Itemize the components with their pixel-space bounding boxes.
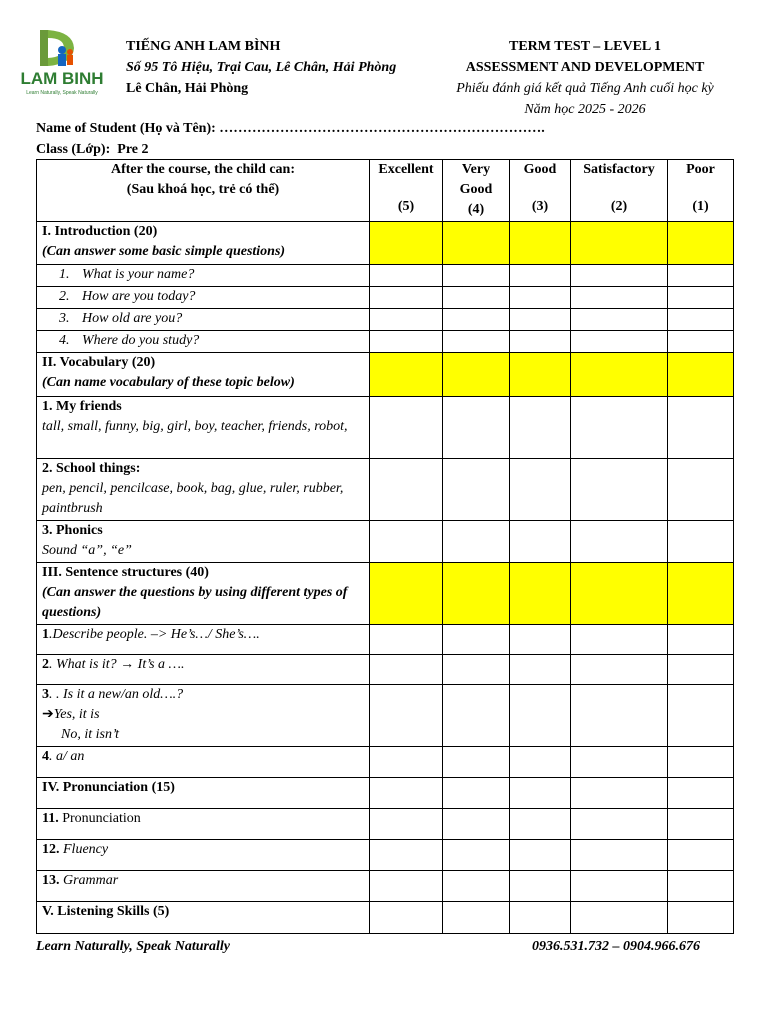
score-cell[interactable] [443, 353, 510, 397]
score-cell[interactable] [571, 778, 668, 809]
question-text: . a/ an [49, 749, 85, 764]
score-cell[interactable] [571, 871, 668, 902]
score-cell[interactable] [668, 809, 734, 840]
score-cell[interactable] [443, 521, 510, 563]
criterion-text: Pronunciation [58, 811, 141, 826]
score-cell[interactable] [668, 778, 734, 809]
section-row-listening [37, 902, 734, 934]
student-info [36, 118, 545, 160]
score-cell[interactable] [571, 309, 668, 331]
score-cell[interactable] [668, 625, 734, 655]
score-cell[interactable] [510, 902, 571, 934]
score-cell[interactable] [668, 902, 734, 934]
score-cell[interactable] [571, 747, 668, 778]
score-cell[interactable] [370, 840, 443, 871]
score-cell[interactable] [571, 331, 668, 353]
score-cell[interactable] [668, 521, 734, 563]
score-cell[interactable] [571, 685, 668, 747]
question-text: .Describe people. –> He’s…/ She’s…. [49, 627, 260, 642]
table-row: 3. . Is it a new/an old….? ➔Yes, it is No, it isn’t [37, 685, 734, 747]
score-cell[interactable] [668, 871, 734, 902]
table-row: 2. What is it? → It’s a …. [37, 655, 734, 685]
score-cell[interactable] [668, 840, 734, 871]
section-title: II. Vocabulary (20) [42, 355, 156, 370]
arrow-right-icon: → [120, 657, 135, 672]
score-cell[interactable] [443, 331, 510, 353]
logo-tagline: Learn Naturally, Speak Naturally [26, 90, 98, 96]
class-line [36, 139, 545, 160]
score-cell[interactable] [370, 287, 443, 309]
score-cell[interactable] [571, 265, 668, 287]
table-row: 4. Where do you study? [37, 331, 734, 353]
score-cell[interactable] [510, 840, 571, 871]
logo-text: LAM BINH [20, 69, 104, 88]
class-label: Class (Lớp): [36, 142, 111, 157]
score-cell[interactable] [571, 459, 668, 521]
score-cell[interactable] [668, 563, 734, 625]
score-cell[interactable] [443, 265, 510, 287]
topic-words: pen, pencil, pencilcase, book, bag, glue, ruler, rubber, paintbrush [42, 481, 344, 516]
section-title: III. Sentence structures (40) [42, 565, 209, 580]
arrow-right-icon: ➔ [42, 707, 54, 722]
table-row: 13. Grammar [37, 871, 734, 902]
score-cell[interactable] [443, 309, 510, 331]
section-row-introduction [37, 222, 734, 265]
score-cell[interactable] [510, 331, 571, 353]
score-cell[interactable] [510, 521, 571, 563]
poor-header: Poor (1) [668, 160, 734, 222]
score-cell[interactable] [370, 778, 443, 809]
table-row: 2. How are you today? [37, 287, 734, 309]
score-cell[interactable] [370, 563, 443, 625]
score-cell[interactable] [571, 222, 668, 265]
score-cell[interactable] [510, 459, 571, 521]
class-value: Pre 2 [117, 142, 149, 157]
score-cell[interactable] [510, 778, 571, 809]
assessment-table [36, 159, 734, 934]
topic-title: 2. School things: [42, 461, 141, 476]
criterion-text: Fluency [59, 842, 109, 857]
score-cell[interactable] [370, 871, 443, 902]
score-cell[interactable] [668, 265, 734, 287]
table-row: 4. a/ an [37, 747, 734, 778]
school-district: Lê Chân, Hải Phòng [126, 81, 249, 96]
score-cell[interactable] [510, 563, 571, 625]
test-title: TERM TEST – LEVEL 1 [509, 39, 661, 54]
question-text: How old are you? [82, 311, 183, 326]
question-text: . . Is it a new/an old….? [49, 687, 184, 702]
score-cell[interactable] [370, 265, 443, 287]
criterion-text: Grammar [59, 873, 119, 888]
score-cell[interactable] [571, 625, 668, 655]
question-text: Where do you study? [82, 333, 200, 348]
score-cell[interactable] [370, 655, 443, 685]
table-row: 1. What is your name? [37, 265, 734, 287]
score-cell[interactable] [571, 655, 668, 685]
table-row [37, 459, 734, 521]
section-title: I. Introduction (20) [42, 224, 158, 239]
answer-yes: Yes, it is [53, 707, 100, 722]
section-row-vocabulary [37, 353, 734, 397]
score-cell[interactable] [443, 809, 510, 840]
score-cell[interactable] [571, 840, 668, 871]
topic-title: 1. My friends [42, 399, 122, 414]
school-address: Số 95 Tô Hiệu, Trại Cau, Lê Chân, Hải Phòng [126, 60, 397, 75]
score-cell[interactable] [510, 871, 571, 902]
section-title: IV. Pronunciation (15) [37, 778, 370, 809]
score-cell[interactable] [443, 459, 510, 521]
footer-slogan: Learn Naturally, Speak Naturally [36, 939, 230, 954]
score-cell[interactable] [510, 747, 571, 778]
score-cell[interactable] [510, 625, 571, 655]
section-row-sentence-structures [37, 563, 734, 625]
criteria-header: After the course, the child can: (Sau khoá học, trẻ có thể) [37, 160, 370, 222]
score-cell[interactable] [370, 747, 443, 778]
score-cell[interactable] [510, 353, 571, 397]
score-cell[interactable] [370, 521, 443, 563]
section-subtitle: (Can name vocabulary of these topic below) [42, 375, 295, 390]
score-cell[interactable] [668, 747, 734, 778]
student-name-line: Name of Student (Họ và Tên): ……………………………………………………………. [36, 121, 545, 136]
score-cell[interactable] [668, 331, 734, 353]
score-cell[interactable] [510, 397, 571, 459]
question-text: How are you today? [82, 289, 196, 304]
score-cell[interactable] [370, 685, 443, 747]
score-cell[interactable] [370, 222, 443, 265]
good-header: Good (3) [510, 160, 571, 222]
topic-words: tall, small, funny, big, girl, boy, teacher, friends, robot, [42, 419, 348, 434]
score-cell[interactable] [370, 625, 443, 655]
school-name: TIẾNG ANH LAM BÌNH [126, 39, 281, 54]
table-row [37, 397, 734, 459]
score-cell[interactable] [668, 397, 734, 459]
answer-no: No, it isn’t [61, 727, 119, 742]
score-cell[interactable] [443, 625, 510, 655]
test-subtitle: ASSESSMENT AND DEVELOPMENT [465, 60, 705, 75]
question-text: . What is it? [49, 657, 121, 672]
score-cell[interactable] [510, 222, 571, 265]
score-cell[interactable] [443, 222, 510, 265]
score-cell[interactable] [668, 287, 734, 309]
score-cell[interactable] [571, 353, 668, 397]
logo-graphic [18, 28, 106, 100]
score-cell[interactable] [668, 655, 734, 685]
very-good-header: Very Good (4) [443, 160, 510, 222]
score-cell[interactable] [370, 902, 443, 934]
section-title: V. Listening Skills (5) [37, 902, 370, 934]
score-cell[interactable] [571, 902, 668, 934]
score-cell[interactable] [443, 840, 510, 871]
score-cell[interactable] [443, 778, 510, 809]
score-cell[interactable] [668, 685, 734, 747]
school-info [126, 36, 396, 99]
topic-words: Sound “a”, “e” [42, 543, 132, 558]
score-cell[interactable] [571, 287, 668, 309]
school-year: Năm học 2025 - 2026 [524, 102, 646, 117]
topic-title: 3. Phonics [42, 523, 103, 538]
table-row: 11. Pronunciation [37, 809, 734, 840]
score-cell[interactable] [571, 397, 668, 459]
table-row [37, 521, 734, 563]
section-row-pronunciation [37, 778, 734, 809]
score-cell[interactable] [443, 902, 510, 934]
score-cell[interactable] [443, 287, 510, 309]
school-logo [18, 28, 106, 100]
score-cell[interactable] [370, 397, 443, 459]
score-cell[interactable] [443, 685, 510, 747]
table-row: 1.Describe people. –> He’s…/ She’s…. [37, 625, 734, 655]
score-cell[interactable] [370, 331, 443, 353]
table-header-row [37, 160, 734, 222]
score-cell[interactable] [571, 563, 668, 625]
test-info [440, 36, 730, 120]
score-cell[interactable] [510, 309, 571, 331]
table-row: 3. How old are you? [37, 309, 734, 331]
score-cell[interactable] [510, 685, 571, 747]
section-subtitle: (Can answer the questions by using different types of questions) [42, 585, 348, 620]
score-cell[interactable] [510, 809, 571, 840]
score-cell[interactable] [668, 459, 734, 521]
score-cell[interactable] [443, 563, 510, 625]
score-cell[interactable] [443, 397, 510, 459]
score-cell[interactable] [668, 222, 734, 265]
score-cell[interactable] [370, 309, 443, 331]
score-cell[interactable] [370, 353, 443, 397]
score-cell[interactable] [370, 809, 443, 840]
question-text: What is your name? [82, 267, 195, 282]
score-cell[interactable] [370, 459, 443, 521]
satisfactory-header: Satisfactory (2) [571, 160, 668, 222]
score-cell[interactable] [510, 655, 571, 685]
table-row: 12. Fluency [37, 840, 734, 871]
excellent-header: Excellent (5) [370, 160, 443, 222]
score-cell[interactable] [443, 871, 510, 902]
footer-phones: 0936.531.732 – 0904.966.676 [532, 939, 700, 954]
score-cell[interactable] [443, 655, 510, 685]
score-cell[interactable] [571, 521, 668, 563]
score-cell[interactable] [510, 265, 571, 287]
section-subtitle: (Can answer some basic simple questions) [42, 244, 286, 259]
test-note: Phiếu đánh giá kết quả Tiếng Anh cuối học kỳ [456, 81, 714, 96]
score-cell[interactable] [668, 309, 734, 331]
score-cell[interactable] [510, 287, 571, 309]
score-cell[interactable] [571, 809, 668, 840]
score-cell[interactable] [668, 353, 734, 397]
score-cell[interactable] [443, 747, 510, 778]
